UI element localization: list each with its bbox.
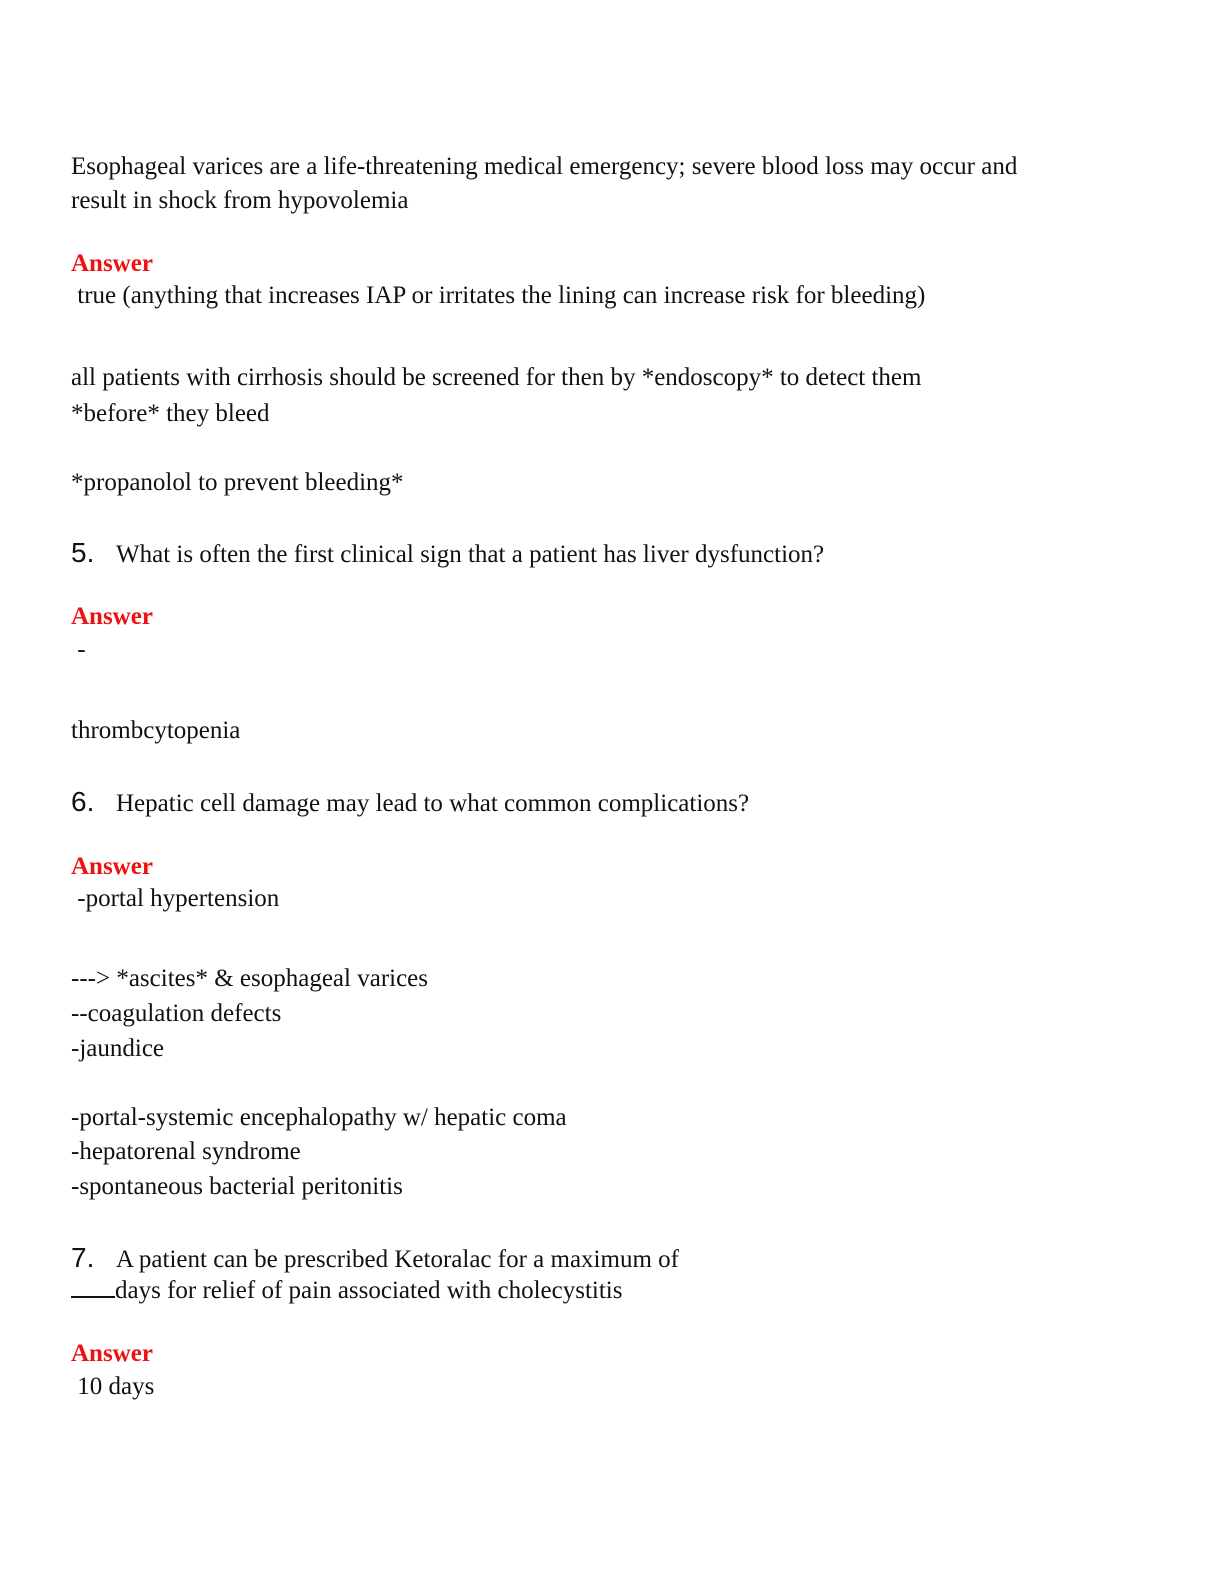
question-text: A patient can be prescribed Ketoralac for a maximum of xyxy=(116,1246,679,1273)
note-line: *propanolol to prevent bleeding* xyxy=(71,469,404,496)
question-number: 7. xyxy=(71,1242,95,1273)
answer-text: thrombcytopenia xyxy=(71,717,241,744)
answer-text: -spontaneous bacterial peritonitis xyxy=(71,1173,403,1200)
answer-text: ---> *ascites* & esophageal varices xyxy=(71,965,429,992)
question-text: Hepatic cell damage may lead to what common complications? xyxy=(116,790,750,817)
answer-text: -portal-systemic encephalopathy w/ hepatic coma xyxy=(71,1104,567,1131)
question-text: What is often the first clinical sign that a patient has liver dysfunction? xyxy=(116,541,825,568)
fill-in-blank xyxy=(71,1274,115,1298)
note-line: all patients with cirrhosis should be screened for then by *endoscopy* to detect them xyxy=(71,364,922,391)
answer-label: Answer xyxy=(71,853,153,880)
answer-text: -hepatorenal syndrome xyxy=(71,1138,301,1165)
answer-text: true (anything that increases IAP or irritates the lining can increase risk for bleeding) xyxy=(71,282,926,309)
question-6 xyxy=(71,785,749,821)
answer-text: - xyxy=(71,636,86,663)
answer-text: --coagulation defects xyxy=(71,1000,282,1027)
answer-text: -portal hypertension xyxy=(71,885,280,912)
question-7 xyxy=(71,1241,679,1277)
question-number: 6. xyxy=(71,786,95,817)
answer-label: Answer xyxy=(71,250,153,277)
question-5 xyxy=(71,536,824,572)
intro-line-1: Esophageal varices are a life-threatening medical emergency; severe blood loss may occur and xyxy=(71,153,1018,180)
question-number: 5. xyxy=(71,537,95,568)
answer-text: 10 days xyxy=(71,1373,155,1400)
note-line: *before* they bleed xyxy=(71,400,270,427)
answer-label: Answer xyxy=(71,1340,153,1367)
answer-label: Answer xyxy=(71,603,153,630)
question-text: days for relief of pain associated with cholecystitis xyxy=(115,1277,623,1304)
question-7-line-2 xyxy=(71,1274,622,1308)
answer-text: -jaundice xyxy=(71,1035,165,1062)
intro-line-2: result in shock from hypovolemia xyxy=(71,187,409,214)
